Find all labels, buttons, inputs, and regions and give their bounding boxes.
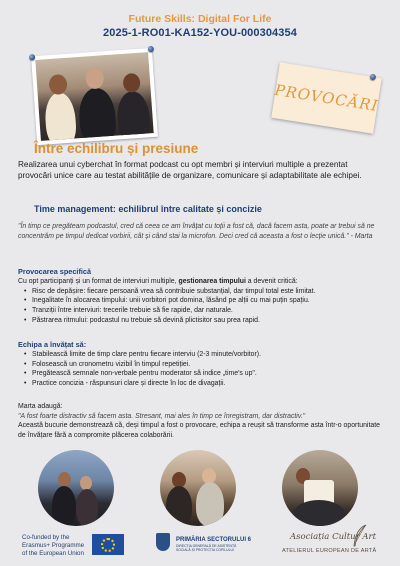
photo-circle xyxy=(282,450,358,526)
group-photo xyxy=(31,48,158,145)
intro-paragraph: Realizarea unui cyberchat în format podcast cu opt membri și interviuri multiple a prezentat provocări unice care au testat abilitățile de organizare, comunicare și adaptabilitate ale echipei. xyxy=(18,160,362,181)
challenge-section xyxy=(18,267,380,326)
main-title: Între echilibru și presiune xyxy=(34,141,199,156)
closing-speaker: Marta adaugă: xyxy=(18,403,63,410)
eu-cofunded-text: Co-funded by the Erasmus+ Programme of the European Union xyxy=(22,534,85,557)
tag-label: PROVOCĂRI xyxy=(273,80,380,116)
lessons-section xyxy=(18,340,380,389)
closing-quote: "A fost foarte distractiv să facem asta. Stresant, mai ales în timp ce înregistram, dar distractiv." xyxy=(18,412,306,420)
marta-quote: "În timp ce pregăteam podcastul, cred că ceea ce am învățat cu toții a fost că, dacă facem asta, poate ar trebui să ne concentrăm pe timpul dedicat vorbirii, cât și când stai la microfon. Deci cred că aceasta a fost o lecție unică." - Marta xyxy=(18,223,375,241)
footer-logos xyxy=(0,528,400,566)
photo-circle xyxy=(38,450,114,526)
list-item: • Practice concizia - răspunsuri clare și directe în loc de divagații. xyxy=(32,379,380,389)
eu-flag-icon xyxy=(92,534,124,555)
photo-circle xyxy=(160,450,236,526)
atelier-signature: Asociația Cultur Art xyxy=(290,532,377,542)
list-item: • Stabilească limite de timp clare pentru fiecare interviu (2-3 minute/vorbitor). xyxy=(32,350,380,360)
challenge-intro: Cu opt participanți și un format de interviuri multiple, gestionarea timpului a devenit critică: xyxy=(18,278,298,285)
lessons-heading: Echipa a învățat să: xyxy=(18,340,87,349)
pin-icon xyxy=(369,74,376,81)
list-item: • Tranziții între interviuri: trecerile trebuie să fie rapide, dar naturale. xyxy=(32,306,380,316)
closing-text: Această bucurie demonstrează că, deși timpul a fost o provocare, echipa a reușit să transforme asta într-o oportunitate de învățare fără a compromite plăcerea colaborării. xyxy=(18,422,380,440)
challenge-list xyxy=(18,287,380,326)
project-code: 2025-1-RO01-KA152-YOU-000304354 xyxy=(103,27,297,39)
challenge-heading: Provocarea specifică xyxy=(18,267,92,276)
list-item: • Folosească un cronometru vizibil în timpul repetiției. xyxy=(32,360,380,370)
pin-icon xyxy=(148,46,154,52)
list-item: • Risc de depășire: fiecare persoană vrea să contribuie substanțial, dar timpul total este limitat. xyxy=(32,287,380,297)
crest-icon xyxy=(156,533,170,551)
provocari-tag xyxy=(271,62,381,133)
primaria-logo-text: PRIMĂRIA SECTORULUI 6 DIRECȚIA GENERALĂ DE ASISTENȚĂ SOCIALĂ ȘI PROTECȚIA COPILULUI xyxy=(176,537,252,552)
photo-row xyxy=(0,450,400,528)
lessons-list xyxy=(18,350,380,389)
closing-section xyxy=(18,402,380,441)
header xyxy=(0,13,400,40)
list-item: • Pregătească semnale non-verbale pentru moderator să indice „time's up". xyxy=(32,369,380,379)
feather-icon xyxy=(352,524,368,548)
list-item: • Inegalitate în alocarea timpului: unii vorbitori pot domina, lăsând pe alții cu mai puțin spațiu. xyxy=(32,296,380,306)
list-item: • Păstrarea ritmului: podcastul nu trebuie să devină plictisitor sau prea rapid. xyxy=(32,316,380,326)
atelier-name: ATELIERUL EUROPEAN DE ARTĂ xyxy=(282,548,377,554)
section-subtitle: Time management: echilibrul între calitate și concizie xyxy=(34,204,262,214)
project-title: Future Skills: Digital For Life xyxy=(128,13,272,25)
